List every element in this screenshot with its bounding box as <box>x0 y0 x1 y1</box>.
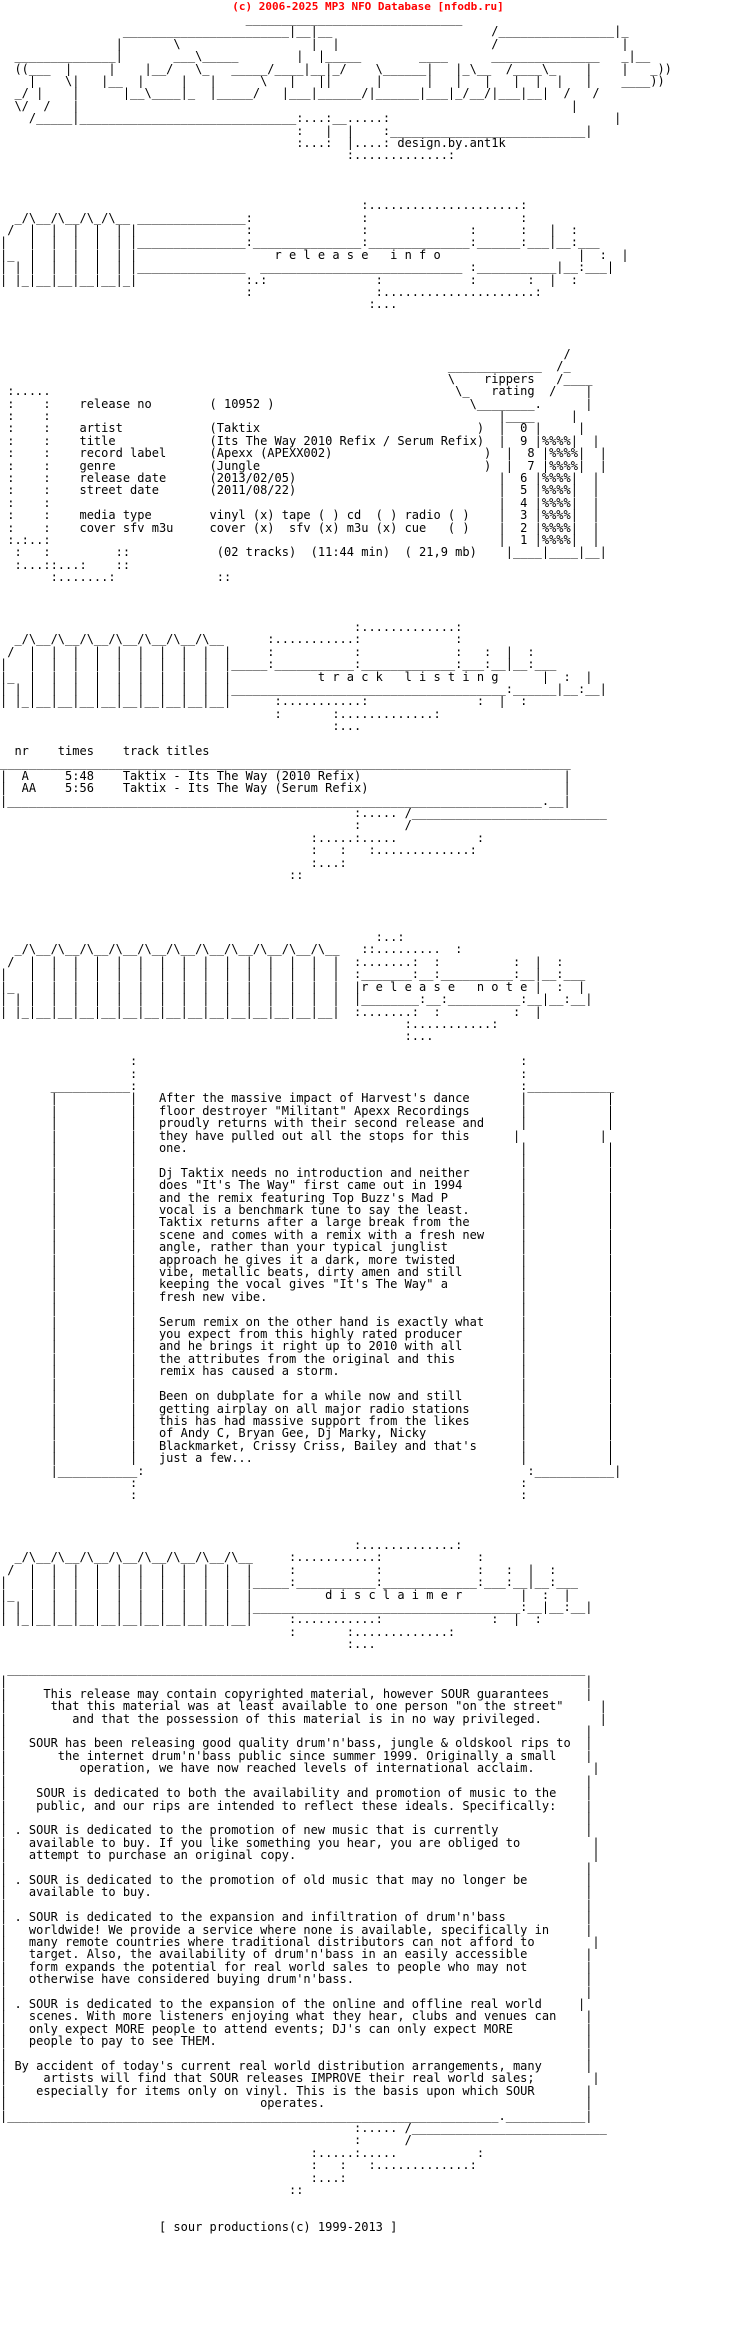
nfo-text: ______________________________ _______________________|__|__ /________________|_ | \ | | / | ______________| ___\_____ | |_____ ____ _______________ _|__ ((___ | | |__/ \_ _____/____|__|_/ \______| |_\__ /____\_ | | _)) | \| |__ | | | \ | || | | | | | | | | ____)) _/ | | |__\____|_ |_____/ |___|______/|______|___|_/__/|___|__| / / \/ / | | /_____|______________________________:...:__.....: | : | | :___________________________| :...: |....: design.by.ant1k :.............: :.....................: _/\__/\__/\_/\__ _______________: : : / | | | | | | : : : : | : | | | | | | |_______________:_______________:______________:______:___|__:___ |_ | | | | | | r e l e a s e i n f o | : | | | | | | | | |_______________ ____________________________ :___________|__:___| | |_|__|__|__|__|_| :.: : : : | : : :.....................: :... / _____________ /_ \ rippers /____ :..... \_ rating / | : : release no ( 10952 ) \________. | : : |____ | : : artist (Taktix ) | 0 | | : : title (Its The Way 2010 Refix / Serum Refix) | 9 |%%%%| | : : record label (Apexx (APEXX002) ) | 8 |%%%%| | : : genre (Jungle ) | 7 |%%%%| | : : release date (2013/02/05) | 6 |%%%%| | : : street date (2011/08/22) | 5 |%%%%| | : : | 4 |%%%%| | : : media type vinyl (x) tape ( ) cd ( ) radio ( ) | 3 |%%%%| | : : cover sfv m3u cover (x) sfv (x) m3u (x) cue ( ) | 2 |%%%%| | :.:..: | 1 |%%%%| | : : :: (02 tracks) (11:44 min) ( 21,9 mb) |____|____|__| :...::...: :: :.......: :: :.............: _/\__/\__/\__/\__/\__/\__/\__ :...........: : / | | | | | | | | | | : : : : | : | | | | | | | | | | |_____:___________:_____________:___:__|__:___ |_ | | | | | | | | | | t r a c k l i s t i n g | : | | | | | | | | | | | | |______________________________________:______|__:__| | |_|__|__|__|__|__|__|__|__|__| :...........: : | : : :.............: :... nr times track titles _______________________________________________________________________________ | A 5:48 Taktix - Its The Way (2010 Refix) | | AA 5:56 Taktix - Its The Way (Serum Refix) | |__________________________________________________________________________.__| :..... /___________________________ : / :.....:..... : : : :.............: :...: :: :..: _/\__/\__/\__/\__/\__/\__/\__/\__/\__/\__/\__ ::......... : / | | | | | | | | | | | | | | | :.......: : : | : | | | | | | | | | | | | | | | | :_______:__:__________:__|__:___ |_ | | | | | | | | | | | | | | | |r e l e a s e n o t e | : | | | | | | | | | | | | | | | | | | |________:__:__________:__|__:__| | |_|__|__|__|__|__|__|__|__|__|__|__|__|__|__| :.......: : : | :...........: :... : : : : ___________: :____________ | | After the massive impact of Harvest's dance | | | | floor destroyer "Militant" Apexx Recordings | | | | proudly returns with their second release and | | | | they have pulled out all the stops for this | | | | one. | | | | | | | | Dj Taktix needs no introduction and neither | | | | does "It's The Way" first came out in 1994 | | | | and the remix featuring Top Buzz's Mad P | | | | vocal is a benchmark tune to say the least. | | | | Taktix returns after a large break from the | | | | scene and comes with a remix with a fresh new | | | | angle, rather than your typical junglist | | | | approach he gives it a dark, more twisted | | | | vibe, metallic beats, dirty amen and still | | | | keeping the vocal gives "It's The Way" a | | | | fresh new vibe. | | | | | | | | Serum remix on the other hand is exactly what | | | | you expect from this highly rated producer | | | | and he brings it right up to 2010 with all | | | | the attributes from the original and this | | | | remix has caused a storm. | | | | | | | | Been on dubplate for a while now and still | | | | getting airplay on all major radio stations | | | | this has had massive support from the likes | | | | of Andy C, Bryan Gee, Dj Marky, Nicky | | | | Blackmarket, Crissy Criss, Bailey and that's | | | | just a few... | | |___________: :___________| : : : : :.............: _/\__/\__/\__/\__/\__/\__/\__/\__ :...........: : / | | | | | | | | | | | : : : : | : | | | | | | | | | | | |_____:___________:_____________:___:__|__:___ |_ | | | | | | | | | | | d i s c l a i m e r | : | | | | | | | | | | | | | |_____________________________________:__|__:__| | |_|__|__|__|__|__|__|__|__|__|__| :...........: : | : : :.............: :... ________________________________________________________________________________ | | | This release may contain copyrighted material, however SOUR guarantees | | that this material was at least available to one person "on the street" | | and that the possession of this material is in no way privileged. | | | | SOUR has been releasing good quality drum'n'bass, jungle & oldskool rips to | | the internet drum'n'bass public since summer 1999. Originally a small | | operation, we have now reached levels of international acclaim. | | | | SOUR is dedicated to both the availability and promotion of music to the | | public, and our rips are intended to reflect these ideals. Specifically: | | | | . SOUR is dedicated to the promotion of new music that is currently | | available to buy. If you like something you hear, you are obliged to | | attempt to purchase an original copy. | | | | . SOUR is dedicated to the promotion of old music that may no longer be | | available to buy. | | | | . SOUR is dedicated to the expansion and infiltration of drum'n'bass | | worldwide! We provide a service where none is available, specifically in | | many remote countries where traditional distributors can not afford to | | target. Also, the availability of drum'n'bass in an easily accessible | | form expands the potential for real world sales to people who may not | | otherwise have considered buying drum'n'bass. | | | | . SOUR is dedicated to the expansion of the online and offline real world | | scenes. With more listeners enjoying what they hear, clubs and venues can | | only expect MORE people to attend events; DJ's can only expect MORE | | people to pay to see THEM. | | | | By accident of today's current real world distribution arrangements, many | | artists will find that SOUR releases IMPROVE their real world sales; | | especially for items only on vinyl. This is the basis upon which SOUR | | operates. | |____________________________________________________________________.___________| :..... /___________________________ : / :.....:..... : : : :.............: :...: :: [ sour productions(c) 1999-2013 ] <box>0 13 672 2234</box>
nfodb-header-link[interactable]: (c) 2006-2025 MP3 NFO Database [nfodb.ru] <box>232 0 504 13</box>
